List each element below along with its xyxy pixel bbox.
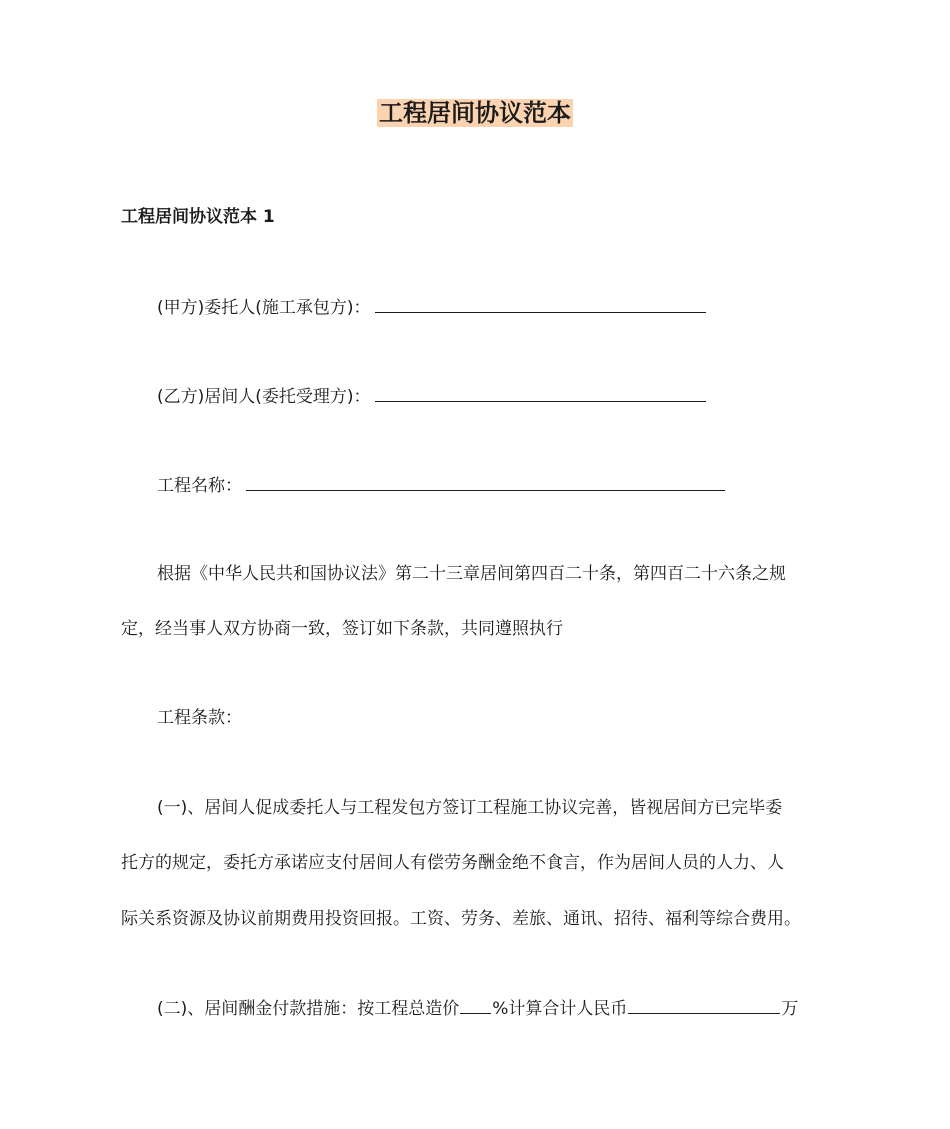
clause-1-line-2: 托方的规定，委托方承诺应支付居间人有偿劳务酬金绝不食言，作为居间人员的人力、人 <box>121 853 784 873</box>
clause-2-text-b: %计算合计人民币 <box>492 999 628 1019</box>
party-a-field <box>157 294 706 321</box>
terms-heading: 工程条款： <box>157 708 242 728</box>
document-title <box>0 96 950 130</box>
clause-1-line-1: (一)、居间人促成委托人与工程发包方签订工程施工协议完善，皆视居间方已完毕委 <box>157 798 783 818</box>
party-b-blank <box>375 383 706 402</box>
party-a-label: (甲方)委托人(施工承包方)： <box>157 298 371 318</box>
basis-paragraph-line-1: 根据《中华人民共和国协议法》第二十三章居间第四百二十条，第四百二十六条之规 <box>157 564 786 584</box>
clause-2-line-1 <box>157 995 798 1022</box>
document-title-text: 工程居间协议范本 <box>379 99 571 127</box>
project-name-field <box>157 472 725 499</box>
section-heading: 工程居间协议范本 1 <box>121 207 275 227</box>
basis-paragraph-line-2: 定，经当事人双方协商一致，签订如下条款，共同遵照执行 <box>121 619 563 639</box>
clause-1-line-3: 际关系资源及协议前期费用投资回报。工资、劳务、差旅、通讯、招待、福利等综合费用。 <box>121 909 801 929</box>
percent-blank <box>460 995 491 1014</box>
clause-2-text-c: 万 <box>781 999 799 1019</box>
party-b-label: (乙方)居间人(委托受理方)： <box>157 387 371 407</box>
amount-blank <box>628 995 780 1014</box>
party-a-blank <box>375 294 706 313</box>
clause-2-text-a: (二)、居间酬金付款措施：按工程总造价 <box>157 999 460 1019</box>
project-name-blank <box>246 472 725 491</box>
party-b-field <box>157 383 706 410</box>
project-name-label: 工程名称： <box>157 476 242 496</box>
